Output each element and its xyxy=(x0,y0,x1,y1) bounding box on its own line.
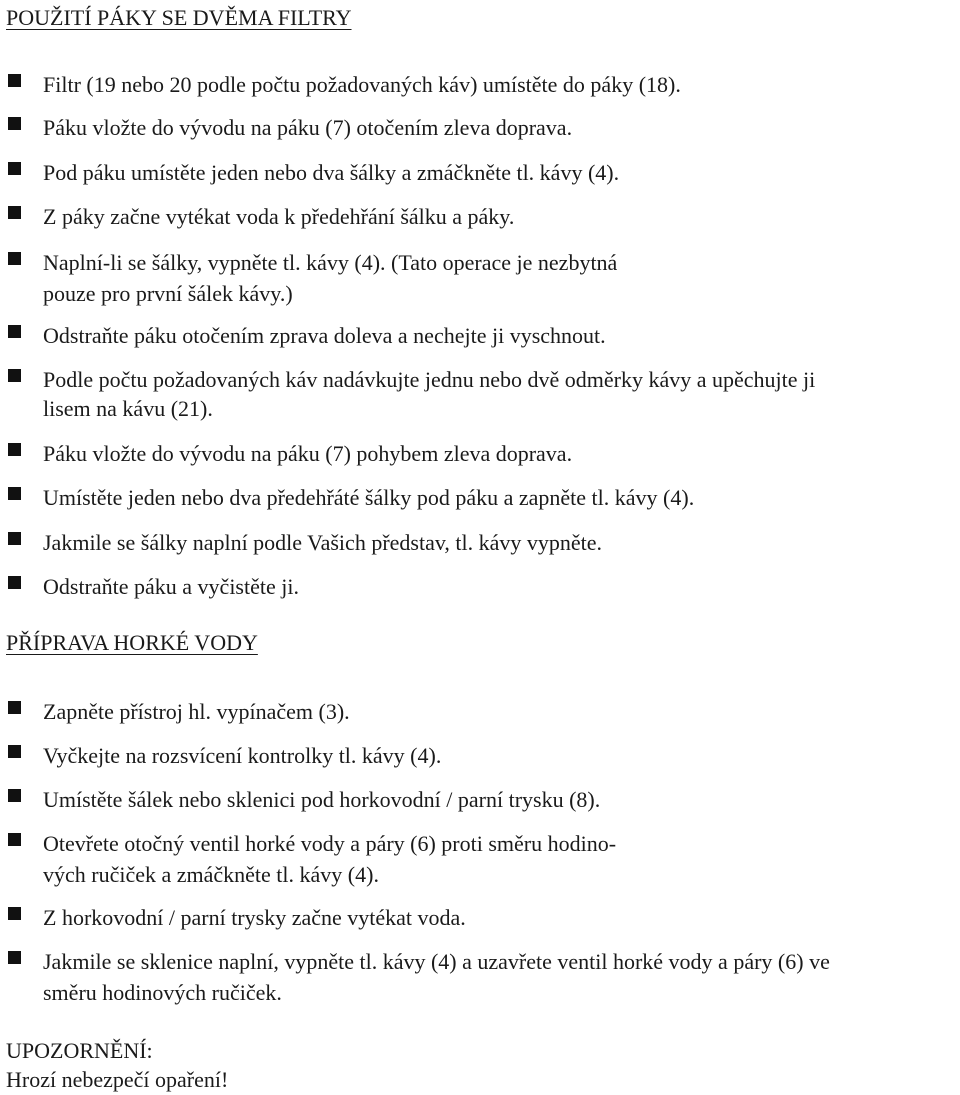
list-item-text: Filtr (19 nebo 20 podle počtu požadovaných káv) umístěte do páky (18). xyxy=(43,72,681,97)
list-item-text: Jakmile se sklenice naplní, vypněte tl. kávy (4) a uzavřete ventil horké vody a páry (6) ve xyxy=(43,949,830,974)
list-item-text: Naplní-li se šálky, vypněte tl. kávy (4). (Tato operace je nezbytná xyxy=(43,250,618,275)
warning-text: Hrozí nebezpečí opaření! xyxy=(6,1067,229,1092)
square-bullet-icon xyxy=(8,833,21,846)
list-item-text: Zapněte přístroj hl. vypínačem (3). xyxy=(43,699,350,724)
list-item-text: Otevřete otočný ventil horké vody a páry (6) proti směru hodino- xyxy=(43,831,617,856)
list-item-text: Umístěte jeden nebo dva předehřáté šálky pod páku a zapněte tl. kávy (4). xyxy=(43,485,695,510)
list-item-text-continued: pouze pro první šálek kávy.) xyxy=(43,281,293,306)
list-item-text: Vyčkejte na rozsvícení kontrolky tl. kávy (4). xyxy=(43,743,442,768)
square-bullet-icon xyxy=(8,117,21,130)
square-bullet-icon xyxy=(8,951,21,964)
list-item-text: Páku vložte do vývodu na páku (7) pohybem zleva doprava. xyxy=(43,441,573,466)
square-bullet-icon xyxy=(8,576,21,589)
list-item-text: Umístěte šálek nebo sklenici pod horkovodní / parní trysku (8). xyxy=(43,787,601,812)
square-bullet-icon xyxy=(8,443,21,456)
list-item-text: Jakmile se šálky naplní podle Vašich představ, tl. kávy vypněte. xyxy=(43,530,603,555)
warning-title: UPOZORNĚNÍ: xyxy=(6,1038,153,1063)
square-bullet-icon xyxy=(8,701,21,714)
list-item-text: Pod páku umístěte jeden nebo dva šálky a zmáčkněte tl. kávy (4). xyxy=(43,160,620,185)
list-item-text-continued: směru hodinových ručiček. xyxy=(43,980,282,1005)
square-bullet-icon xyxy=(8,162,21,175)
list-item-text: Odstraňte páku otočením zprava doleva a nechejte ji vyschnout. xyxy=(43,323,606,348)
square-bullet-icon xyxy=(8,487,21,500)
square-bullet-icon xyxy=(8,789,21,802)
list-item-text: Z horkovodní / parní trysky začne vytékat voda. xyxy=(43,905,466,930)
square-bullet-icon xyxy=(8,369,21,382)
list-item-text: Z páky začne vytékat voda k předehřání šálku a páky. xyxy=(43,204,515,229)
section-heading-lever: POUŽITÍ PÁKY SE DVĚMA FILTRY xyxy=(6,5,352,30)
list-item-text-continued: vých ručiček a zmáčkněte tl. kávy (4). xyxy=(43,862,379,887)
list-item-text: Podle počtu požadovaných káv nadávkujte jednu nebo dvě odměrky kávy a upěchujte ji xyxy=(43,367,816,392)
square-bullet-icon xyxy=(8,206,21,219)
square-bullet-icon xyxy=(8,74,21,87)
square-bullet-icon xyxy=(8,252,21,265)
square-bullet-icon xyxy=(8,907,21,920)
list-item-text: Odstraňte páku a vyčistěte ji. xyxy=(43,574,299,599)
square-bullet-icon xyxy=(8,532,21,545)
square-bullet-icon xyxy=(8,745,21,758)
square-bullet-icon xyxy=(8,325,21,338)
list-item-text: Páku vložte do vývodu na páku (7) otočením zleva doprava. xyxy=(43,115,573,140)
list-item-text-continued: lisem na kávu (21). xyxy=(43,396,213,421)
section-heading-hot-water: PŘÍPRAVA HORKÉ VODY xyxy=(6,630,258,655)
